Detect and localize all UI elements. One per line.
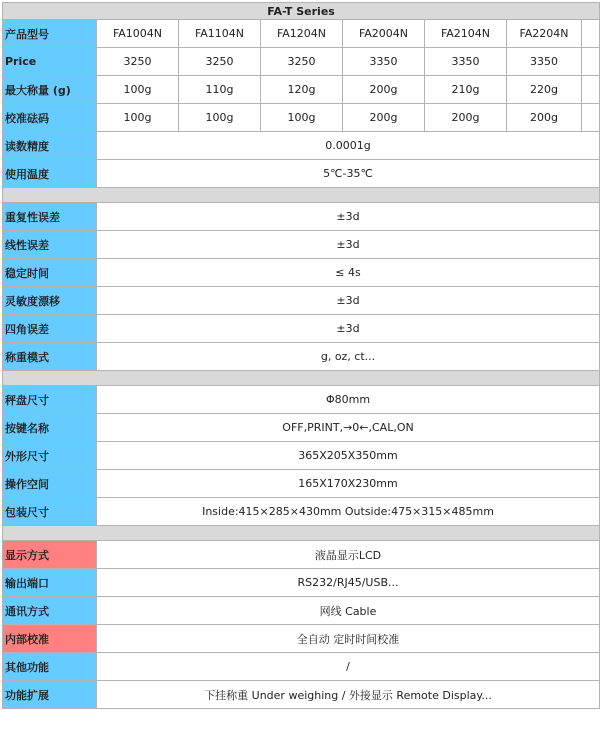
row-label: 输出端口 (3, 569, 97, 597)
section-divider (3, 371, 600, 386)
spec-value: 365X205X350mm (97, 442, 600, 470)
spec-value: g, oz, ct... (97, 343, 600, 371)
row-label: 包装尺寸 (3, 498, 97, 526)
value-cell: 110g (179, 76, 261, 104)
model-name-cell: FA2104N (425, 20, 507, 48)
value-cell: 3350 (507, 48, 582, 76)
row-label: 灵敏度漂移 (3, 287, 97, 315)
model-name-cell (582, 20, 600, 48)
table-row (3, 20, 600, 48)
spec-value: ≤ 4s (97, 259, 600, 287)
row-label: 重复性误差 (3, 203, 97, 231)
value-cell: 220g (507, 76, 582, 104)
table-row (3, 470, 600, 498)
model-name-cell: FA1204N (261, 20, 343, 48)
spec-value: RS232/RJ45/USB... (97, 569, 600, 597)
table-row (3, 343, 600, 371)
row-label: 其他功能 (3, 653, 97, 681)
row-label: 稳定时间 (3, 259, 97, 287)
row-label: 四角误差 (3, 315, 97, 343)
spec-value: Inside:415×285×430mm Outside:475×315×485mm (97, 498, 600, 526)
section-divider (3, 526, 600, 541)
row-label: 秤盘尺寸 (3, 386, 97, 414)
model-name-cell: FA2204N (507, 20, 582, 48)
table-row (3, 160, 600, 188)
spec-table (2, 2, 600, 709)
section-divider (3, 188, 600, 203)
row-label: 按键名称 (3, 414, 97, 442)
row-label: 使用温度 (3, 160, 97, 188)
value-cell (582, 48, 600, 76)
row-label: 线性误差 (3, 231, 97, 259)
spec-value: OFF,PRINT,→0←,CAL,ON (97, 414, 600, 442)
spec-value: 下挂称重 Under weighing / 外接显示 Remote Display... (97, 681, 600, 709)
table-row (3, 231, 600, 259)
value-cell: 200g (343, 76, 425, 104)
table-row (3, 132, 600, 160)
divider-cell (3, 188, 600, 203)
row-label: 功能扩展 (3, 681, 97, 709)
spec-value: Φ80mm (97, 386, 600, 414)
table-row (3, 498, 600, 526)
row-label: 外形尺寸 (3, 442, 97, 470)
table-row (3, 541, 600, 569)
divider-cell (3, 526, 600, 541)
value-cell: 100g (261, 104, 343, 132)
row-label: 显示方式 (3, 541, 97, 569)
row-label: 内部校准 (3, 625, 97, 653)
spec-value: 液晶显示LCD (97, 541, 600, 569)
table-title: FA-T Series (3, 3, 600, 20)
spec-value: ±3d (97, 315, 600, 343)
table-row (3, 625, 600, 653)
value-cell: 100g (97, 104, 179, 132)
value-cell: 100g (97, 76, 179, 104)
table-row (3, 48, 600, 76)
table-row (3, 104, 600, 132)
spec-value: 全自动 定时时间校准 (97, 625, 600, 653)
table-row (3, 414, 600, 442)
value-cell: 100g (179, 104, 261, 132)
spec-value: ±3d (97, 203, 600, 231)
table-row (3, 203, 600, 231)
divider-cell (3, 371, 600, 386)
value-cell: 120g (261, 76, 343, 104)
row-label: 产品型号 (3, 20, 97, 48)
table-row (3, 597, 600, 625)
model-name-cell: FA1004N (97, 20, 179, 48)
value-cell: 200g (425, 104, 507, 132)
value-cell: 3350 (425, 48, 507, 76)
table-row (3, 681, 600, 709)
value-cell: 3250 (261, 48, 343, 76)
table-row (3, 569, 600, 597)
value-cell (582, 76, 600, 104)
table-row (3, 259, 600, 287)
value-cell: 200g (507, 104, 582, 132)
table-row (3, 287, 600, 315)
spec-value: 网线 Cable (97, 597, 600, 625)
value-cell: 3250 (179, 48, 261, 76)
value-cell (582, 104, 600, 132)
row-label: 通讯方式 (3, 597, 97, 625)
row-label: 读数精度 (3, 132, 97, 160)
row-label: 操作空间 (3, 470, 97, 498)
table-row (3, 76, 600, 104)
value-cell: 200g (343, 104, 425, 132)
row-label: 称重模式 (3, 343, 97, 371)
row-label: 校准砝码 (3, 104, 97, 132)
row-label: 最大称量 (g) (3, 76, 97, 104)
spec-value: 165X170X230mm (97, 470, 600, 498)
table-row (3, 653, 600, 681)
value-cell: 3350 (343, 48, 425, 76)
spec-value: / (97, 653, 600, 681)
value-cell: 210g (425, 76, 507, 104)
model-name-cell: FA1104N (179, 20, 261, 48)
spec-value: ±3d (97, 231, 600, 259)
table-row (3, 442, 600, 470)
table-row (3, 386, 600, 414)
model-name-cell: FA2004N (343, 20, 425, 48)
spec-value: 5℃-35℃ (97, 160, 600, 188)
spec-value: ±3d (97, 287, 600, 315)
spec-value: 0.0001g (97, 132, 600, 160)
table-row (3, 315, 600, 343)
value-cell: 3250 (97, 48, 179, 76)
row-label: Price (3, 48, 97, 76)
